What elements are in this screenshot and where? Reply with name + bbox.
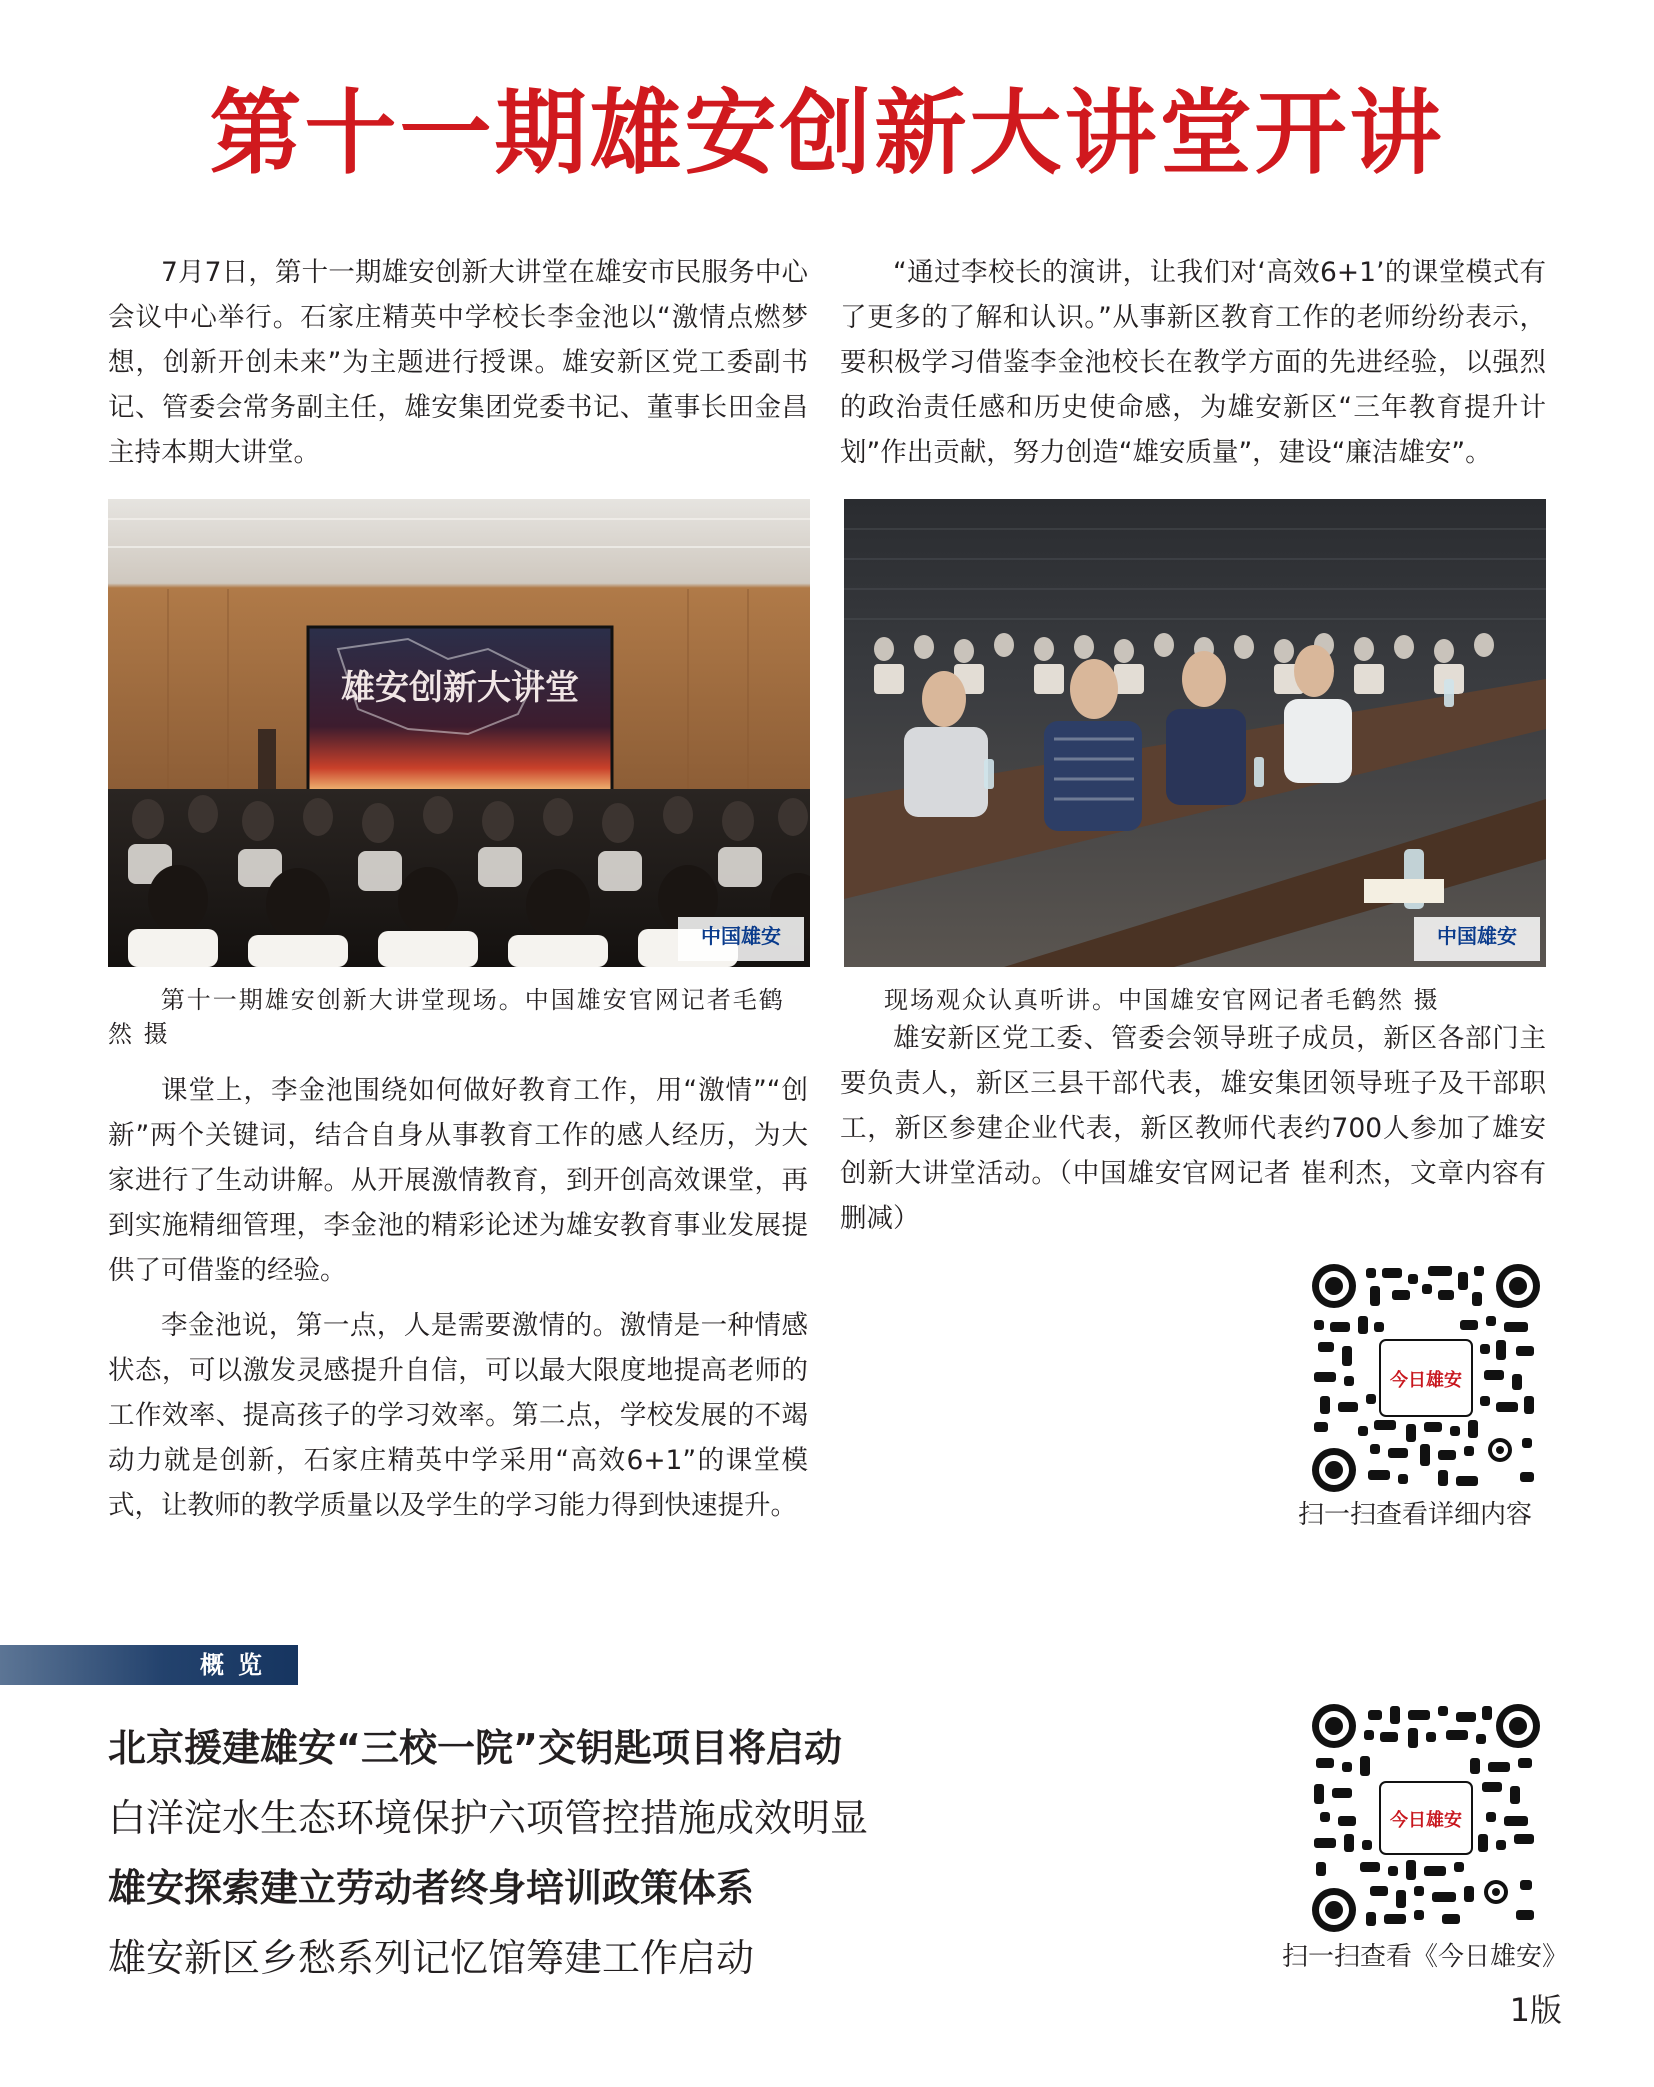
overview-section-label: 概览 xyxy=(200,1651,276,1679)
qr-caption-newspaper: 扫一扫查看《今日雄安》 xyxy=(1282,1942,1569,1972)
page-number: 1版 xyxy=(1509,1991,1562,2029)
qr-code-newspaper[interactable] xyxy=(1310,1702,1542,1934)
overview-section-bar xyxy=(0,1645,298,1685)
photo-watermark: 中国雄安 xyxy=(1437,924,1517,948)
page-headline: 第十一期雄安创新大讲堂开讲 xyxy=(209,79,1445,187)
article-attendees xyxy=(840,1016,1546,1241)
qr-center-logo: 今日雄安 xyxy=(1390,1810,1462,1831)
overview-headline-link[interactable]: 北京援建雄安“三校一院”交钥匙项目将启动 xyxy=(108,1726,842,1770)
overview-headline-link[interactable]: 雄安探索建立劳动者终身培训政策体系 xyxy=(108,1866,755,1910)
lecture-hall-photo xyxy=(108,499,810,967)
article-paragraph: 课堂上，李金池围绕如何做好教育工作，用“激情”“创新”两个关键词，结合自身从事教育工作的感人经历，为大家进行了生动讲解。从开展激情教育，到开创高效课堂，再到实施精细管理，李金池的精彩论述为雄安教育事业发展提供了可借鉴的经验。 xyxy=(108,1075,808,1286)
article-paragraph: “通过李校长的演讲，让我们对‘高效6+1’的课堂模式有了更多的了解和认识。”从事新区教育工作的老师纷纷表示，要积极学习借鉴李金池校长在教学方面的先进经验，以强烈的政治责任感和历史使命感，为雄安新区“三年教育提升计划”作出贡献，努力创造“雄安质量”，建设“廉洁雄安”。 xyxy=(840,257,1546,468)
qr-caption-details: 扫一扫查看详细内容 xyxy=(1298,1500,1533,1530)
article-intro xyxy=(108,250,808,475)
overview-headline-link[interactable]: 白洋淀水生态环境保护六项管控措施成效明显 xyxy=(108,1796,869,1840)
article-lecture-content xyxy=(108,1068,808,1528)
article-teacher-feedback xyxy=(840,250,1546,475)
screen-title-text: 雄安创新大讲堂 xyxy=(341,668,579,708)
article-paragraph: 7月7日，第十一期雄安创新大讲堂在雄安市民服务中心会议中心举行。石家庄精英中学校长李金池以“激情点燃梦想，创新开创未来”为主题进行授课。雄安新区党工委副书记、管委会常务副主任，雄安集团党委书记、董事长田金昌主持本期大讲堂。 xyxy=(108,257,808,468)
overview-list xyxy=(108,1718,1258,1998)
article-paragraph: 李金池说，第一点，人是需要激情的。激情是一种情感状态，可以激发灵感提升自信，可以最大限度地提高老师的工作效率、提高孩子的学习效率。第二点，学校发展的不竭动力就是创新，石家庄精英中学采用“高效6+1”的课堂模式，让教师的教学质量以及学生的学习能力得到快速提升。 xyxy=(108,1310,808,1521)
qr-code-details[interactable] xyxy=(1310,1262,1542,1494)
photo-caption-right: 现场观众认真听讲。中国雄安官网记者毛鹤然 摄 xyxy=(884,986,1440,1014)
photo-watermark: 中国雄安 xyxy=(701,924,781,948)
qr-center-logo: 今日雄安 xyxy=(1390,1370,1462,1391)
overview-headline-link[interactable]: 雄安新区乡愁系列记忆馆筹建工作启动 xyxy=(108,1936,755,1980)
article-paragraph: 雄安新区党工委、管委会领导班子成员，新区各部门主要负责人，新区三县干部代表，雄安集团领导班子及干部职工，新区参建企业代表，新区教师代表约700人参加了雄安创新大讲堂活动。（中国雄安官网记者 崔利杰，文章内容有删减） xyxy=(840,1023,1546,1234)
audience-photo xyxy=(844,499,1546,967)
photo-caption-left: 第十一期雄安创新大讲堂现场。中国雄安官网记者毛鹤然 摄 xyxy=(108,986,785,1048)
